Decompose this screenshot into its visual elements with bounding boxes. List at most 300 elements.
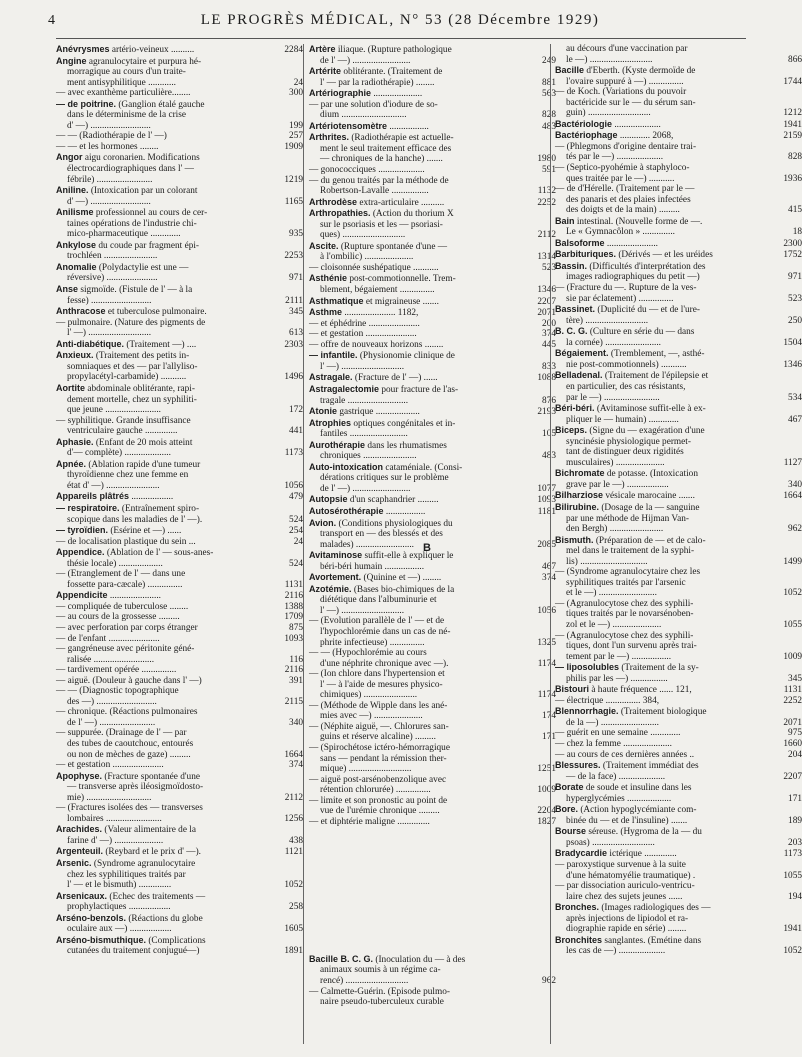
entry-headword: Aphasie. bbox=[56, 436, 94, 447]
entry-headword: Astragale. bbox=[309, 372, 353, 383]
index-entry bbox=[555, 195, 802, 206]
entry-text: psoas) ........................... bbox=[566, 837, 655, 848]
entry-text: d'une hématomyélie traumatique) . bbox=[566, 870, 696, 881]
index-entry bbox=[56, 306, 303, 318]
index-entry bbox=[309, 484, 556, 495]
index-entry bbox=[555, 348, 802, 360]
page-reference: 374 bbox=[542, 573, 556, 584]
entry-text: (Réactions du globe bbox=[126, 913, 203, 924]
entry-text: — de localisation plastique du sein ... bbox=[56, 536, 196, 547]
entry-headword: Appendicite bbox=[56, 590, 108, 601]
page-reference: 1941 bbox=[783, 119, 802, 130]
entry-text: (Signe du — exagération d'une bbox=[587, 426, 705, 437]
page-reference: 524 bbox=[289, 514, 303, 525]
index-entry bbox=[555, 620, 802, 631]
index-entry bbox=[56, 328, 303, 339]
page-reference: 1709 bbox=[284, 612, 303, 623]
index-entry bbox=[309, 743, 556, 754]
journal-title: LE PROGRÈS MÉDICAL, N° 53 (28 Décembre 1929) bbox=[200, 12, 600, 28]
index-entry bbox=[555, 871, 802, 882]
entry-text: d'une néphrite chronique avec —). bbox=[320, 658, 449, 669]
page-reference: 2252 bbox=[537, 197, 556, 208]
entry-text: sie par éclatement) ............... bbox=[566, 293, 674, 304]
index-entry bbox=[56, 580, 303, 591]
index-entry bbox=[555, 684, 802, 696]
entry-headword: Avitaminose bbox=[309, 550, 363, 561]
index-entry bbox=[555, 44, 802, 55]
page-reference: 1256 bbox=[284, 813, 303, 824]
index-entry bbox=[56, 569, 303, 580]
entry-text: ment antisyphilitique ............ bbox=[67, 77, 176, 88]
index-entry bbox=[555, 502, 802, 514]
index-entry bbox=[56, 142, 303, 153]
index-entry bbox=[555, 557, 802, 568]
entry-text: pour fracture de l'as- bbox=[379, 384, 459, 395]
page-reference: 1127 bbox=[783, 457, 802, 468]
entry-text: de la —) ......................... bbox=[566, 717, 659, 728]
page-reference: 24 bbox=[293, 536, 303, 547]
entry-headword: Arthrodèse bbox=[309, 196, 358, 207]
index-entry bbox=[56, 612, 303, 623]
entry-headword: Arsenicaux. bbox=[56, 890, 108, 901]
index-entry bbox=[309, 319, 556, 330]
page-header bbox=[0, 10, 800, 34]
page-number: 4 bbox=[48, 13, 55, 28]
entry-headword: Bronches. bbox=[555, 902, 600, 913]
page-reference: 483 bbox=[542, 121, 556, 132]
entry-text: — (Méthode de Wipple dans les ané- bbox=[309, 700, 448, 711]
entry-text: extra-articulaire .......... bbox=[357, 197, 445, 208]
index-entry bbox=[56, 251, 303, 262]
entry-text: thyroïdienne chez une femme en bbox=[67, 470, 189, 481]
index-entry bbox=[309, 562, 556, 573]
index-entry bbox=[309, 110, 556, 121]
index-entry bbox=[309, 197, 556, 209]
index-entry bbox=[56, 491, 303, 503]
entry-text: den Bergh) ....................... bbox=[566, 524, 664, 535]
index-entry bbox=[309, 220, 556, 231]
entry-headword: Bactériologie bbox=[555, 118, 613, 129]
entry-text: ............. 2068, bbox=[617, 131, 674, 142]
page-reference: 1752 bbox=[783, 250, 802, 261]
entry-headword: Bilharziose bbox=[555, 490, 604, 501]
entry-text: ques traitée par le —) ........... bbox=[566, 173, 675, 184]
entry-text: morragique au cours d'un traite- bbox=[67, 67, 186, 78]
entry-text: au décours d'une vaccination par bbox=[566, 44, 688, 54]
index-entry bbox=[56, 262, 303, 274]
index-entry bbox=[555, 360, 802, 371]
entry-text: bactéricide sur le — du sérum san- bbox=[566, 97, 696, 108]
entry-text: — paroxystique survenue à la suite bbox=[555, 860, 686, 871]
index-entry bbox=[309, 451, 556, 462]
entry-text: — (Néphite aiguë, —. Chlorures san- bbox=[309, 721, 449, 732]
page-reference: 523 bbox=[788, 293, 802, 304]
entry-text: par une méthode de Hijman Van- bbox=[566, 513, 689, 524]
index-entry bbox=[555, 609, 802, 620]
index-entry bbox=[309, 176, 556, 187]
entry-text: (Difficultés d'interprétation des bbox=[587, 261, 706, 272]
index-entry bbox=[56, 296, 303, 307]
page-reference: 2116 bbox=[284, 665, 303, 676]
index-entry bbox=[309, 648, 556, 659]
entry-text: suffit-elle à expliquer le bbox=[362, 551, 454, 562]
entry-text: réversive) ...................... bbox=[67, 273, 158, 284]
entry-text: thésie locale) ................... bbox=[67, 558, 163, 569]
entry-text: (Intoxication par un colorant bbox=[88, 186, 198, 197]
entry-text: de potasse. (Intoxication bbox=[604, 469, 698, 480]
index-entry bbox=[309, 100, 556, 111]
index-entry bbox=[309, 329, 556, 340]
index-entry bbox=[555, 87, 802, 98]
entry-headword: Asthme bbox=[309, 307, 343, 318]
index-entry bbox=[56, 503, 303, 515]
page-reference: 1664 bbox=[284, 749, 303, 760]
index-entry bbox=[56, 644, 303, 655]
entry-text: ques) ........................... bbox=[320, 230, 406, 241]
index-entry bbox=[555, 914, 802, 925]
page-reference: 2116 bbox=[284, 591, 303, 602]
index-entry bbox=[555, 382, 802, 393]
index-entry bbox=[555, 848, 802, 860]
index-entry bbox=[309, 901, 556, 912]
index-entry bbox=[56, 240, 303, 252]
index-entry bbox=[309, 518, 556, 530]
entry-text: d' —) .......................... bbox=[67, 196, 151, 207]
entry-text: guins et réserve alcaline) ......... bbox=[320, 732, 436, 743]
entry-text: somniaques et des — par l'allyliso- bbox=[67, 361, 198, 372]
entry-text: (Valeur alimentaire de la bbox=[102, 825, 196, 836]
page-reference: 105 bbox=[542, 429, 556, 440]
page-reference: 171 bbox=[788, 793, 802, 804]
index-entry bbox=[309, 987, 556, 998]
entry-text: ou non de mèches de gaze) ......... bbox=[67, 749, 191, 760]
index-entry bbox=[309, 711, 556, 722]
entry-text: (Préparation de — et de calo- bbox=[593, 535, 706, 546]
entry-headword: Bassin. bbox=[555, 260, 588, 271]
index-entry bbox=[555, 480, 802, 491]
entry-text: (Radiothérapie est actuelle- bbox=[349, 133, 454, 144]
index-entry bbox=[555, 294, 802, 305]
index-entry bbox=[56, 771, 303, 783]
index-entry bbox=[309, 954, 556, 966]
entry-text: (Reybard et le prix d' —). bbox=[103, 847, 201, 858]
entry-text: lombaires ........................ bbox=[67, 813, 162, 824]
index-entry bbox=[56, 634, 303, 645]
entry-text: animaux soumis à un régime ca- bbox=[320, 965, 441, 976]
index-entry bbox=[309, 827, 556, 838]
entry-text: — (Spirochétose ictéro-hémorragique bbox=[309, 743, 450, 753]
entry-text: l' —) ........................... bbox=[320, 361, 405, 372]
index-entry bbox=[56, 739, 303, 750]
entry-text: artério-veineux .......... bbox=[109, 45, 195, 55]
index-entry bbox=[56, 525, 303, 537]
index-entry bbox=[555, 794, 802, 805]
entry-text: diographie rapide en série) ........ bbox=[566, 924, 687, 935]
index-entry bbox=[56, 665, 303, 676]
index-entry bbox=[56, 426, 303, 437]
index-entry bbox=[309, 66, 556, 78]
entry-headword: Appareils plâtrés bbox=[56, 491, 130, 502]
entry-text: (Traitement —) .... bbox=[124, 339, 197, 350]
index-entry bbox=[309, 627, 556, 638]
index-entry bbox=[56, 935, 303, 947]
index-entry bbox=[555, 588, 802, 599]
page-reference: 1941 bbox=[783, 924, 802, 935]
index-entry bbox=[56, 655, 303, 666]
index-entry bbox=[56, 318, 303, 329]
entry-text: — au cours de ces dernières années .. bbox=[555, 749, 695, 760]
entry-text: (Rupture spontanée d'une — bbox=[338, 241, 448, 252]
index-entry bbox=[309, 350, 556, 362]
page-reference: 1093 bbox=[537, 495, 556, 506]
entry-text: — — (Radiothérapie de l' —) bbox=[56, 131, 167, 142]
page-reference: 523 bbox=[542, 262, 556, 273]
entry-text: les cas de —) .................... bbox=[566, 946, 666, 957]
index-entry bbox=[555, 946, 802, 957]
entry-text: rétention chlorurée) ............... bbox=[320, 785, 431, 796]
entry-text: l' —) ........................... bbox=[320, 605, 405, 616]
index-entry bbox=[555, 249, 802, 261]
entry-headword: Bourse bbox=[555, 826, 587, 837]
page-reference: 1660 bbox=[783, 739, 802, 749]
entry-text: (Fracture de l' —) ...... bbox=[352, 373, 438, 384]
index-entry bbox=[56, 67, 303, 78]
section-letter: B bbox=[423, 542, 431, 554]
entry-text: abdominale oblitérante, rapi- bbox=[85, 383, 195, 394]
entry-text: — électrique ............... 384, bbox=[555, 695, 660, 706]
entry-text: .................. bbox=[129, 492, 174, 503]
entry-text: état d' —) ....................... bbox=[67, 480, 160, 491]
index-entry bbox=[56, 750, 303, 761]
entry-headword: — respiratoire. bbox=[56, 502, 120, 513]
index-entry bbox=[56, 121, 303, 132]
entry-headword: Bassinet. bbox=[555, 304, 596, 315]
entry-text: à l'ombilic) ..................... bbox=[320, 252, 414, 263]
index-entry bbox=[56, 946, 303, 957]
page-reference: 2112 bbox=[284, 792, 303, 803]
page-reference: 1496 bbox=[284, 372, 303, 383]
entry-text: musculaires) ..................... bbox=[566, 457, 665, 468]
index-entry bbox=[309, 429, 556, 440]
entry-text: (Conditions physiologiques du bbox=[336, 518, 453, 529]
index-entry bbox=[555, 760, 802, 772]
page-reference: 345 bbox=[289, 307, 303, 318]
index-entry bbox=[309, 669, 556, 680]
index-entry bbox=[309, 690, 556, 701]
page-reference: 875 bbox=[289, 622, 303, 633]
entry-text: diététique dans l'albuminurie et bbox=[320, 595, 437, 606]
index-entry bbox=[309, 154, 556, 165]
entry-text: — et diphtérie maligne .............. bbox=[309, 816, 430, 827]
index-entry bbox=[555, 163, 802, 174]
page-reference: 467 bbox=[542, 561, 556, 572]
entry-text: (Polydactylie est une — bbox=[96, 262, 189, 273]
entry-headword: Belladenal. bbox=[555, 370, 603, 381]
index-entry bbox=[555, 393, 802, 404]
page-reference: 975 bbox=[788, 728, 802, 739]
index-entry bbox=[56, 131, 303, 142]
entry-headword: Bismuth. bbox=[555, 534, 594, 545]
index-entry bbox=[56, 824, 303, 836]
entry-headword: — liposolubles bbox=[555, 662, 620, 673]
column-divider bbox=[303, 44, 304, 1044]
entry-text: tant de distinguer deux rigidités bbox=[566, 447, 684, 458]
index-entry bbox=[309, 165, 556, 176]
entry-text: — au cours de la grossesse ......... bbox=[56, 612, 180, 623]
entry-text: ...................... bbox=[604, 238, 658, 249]
entry-text: rencé) ........................... bbox=[320, 976, 409, 987]
index-entry bbox=[309, 44, 556, 56]
entry-headword: Artériographie bbox=[309, 88, 372, 99]
index-entry bbox=[56, 846, 303, 858]
index-entry bbox=[555, 935, 802, 947]
index-entry bbox=[555, 65, 802, 77]
page-reference: 1891 bbox=[284, 946, 303, 957]
index-entry bbox=[56, 152, 303, 164]
page-reference: 258 bbox=[289, 902, 303, 913]
index-entry bbox=[56, 56, 303, 68]
index-entry bbox=[309, 997, 556, 1008]
entry-text: images radiographiques du petit —) bbox=[566, 272, 700, 283]
index-entry bbox=[555, 826, 802, 838]
entry-text: — — (Diagnostic topographique bbox=[56, 686, 179, 697]
page-reference: 18 bbox=[792, 227, 802, 238]
page-reference: 1219 bbox=[284, 174, 303, 185]
index-entry bbox=[555, 578, 802, 589]
entry-text: lis) ............................. bbox=[566, 556, 648, 567]
index-entry bbox=[309, 572, 556, 584]
index-entry bbox=[56, 515, 303, 526]
index-entry bbox=[309, 891, 556, 902]
entry-text: malades) ......................... bbox=[320, 539, 414, 550]
entry-text: (Quinine et —) ........ bbox=[361, 573, 442, 584]
entry-headword: Bistouri bbox=[555, 684, 590, 695]
entry-text: — (Syndrome agranulocytaire chez les bbox=[555, 567, 701, 578]
index-entry bbox=[56, 814, 303, 825]
entry-text: — chroniques de la hanche) ....... bbox=[320, 154, 443, 165]
page-reference: 1251 bbox=[537, 764, 556, 775]
page-reference: 391 bbox=[289, 675, 303, 686]
entry-text: post-commotionnelle. Trem- bbox=[347, 274, 456, 285]
entry-headword: Angor bbox=[56, 152, 83, 163]
entry-text: transport en — des blessés et des bbox=[320, 529, 443, 540]
index-entry bbox=[56, 803, 303, 814]
entry-headword: Ankylose bbox=[56, 239, 97, 250]
index-entry bbox=[309, 372, 556, 384]
entry-text: (Traitement de l'épilepsie et bbox=[602, 371, 709, 382]
entry-headword: Asthmatique bbox=[309, 295, 364, 306]
page-reference: 524 bbox=[289, 558, 303, 569]
entry-text: vue de l'urémie chronique ......... bbox=[320, 806, 440, 817]
index-entry bbox=[555, 674, 802, 685]
page-reference: 1664 bbox=[783, 491, 802, 502]
entry-headword: Artérite bbox=[309, 66, 342, 77]
entry-text: — avec exanthème particulière........ bbox=[56, 88, 191, 99]
page-reference: 534 bbox=[788, 392, 802, 403]
page-reference: 194 bbox=[788, 891, 802, 902]
entry-headword: Azotémie. bbox=[309, 583, 352, 594]
entry-text: dium ............................ bbox=[320, 110, 407, 121]
entry-text: béri-béri humain ................. bbox=[320, 561, 425, 572]
page-reference: 2193 bbox=[537, 407, 556, 418]
index-entry bbox=[309, 56, 556, 67]
entry-text: Robertson-Lavalle ................ bbox=[320, 186, 429, 197]
entry-text: l' — par la radiothérapie) ........ bbox=[320, 77, 435, 88]
index-entry bbox=[56, 760, 303, 771]
entry-text: fesse) .......................... bbox=[67, 295, 152, 306]
entry-text: tiques, dont l'un survenu après trai- bbox=[566, 641, 697, 652]
page-reference: 2071 bbox=[783, 717, 802, 728]
page-reference: 1009 bbox=[783, 651, 802, 662]
entry-text: l'ovaire suppuré à —) ............... bbox=[566, 76, 684, 87]
index-entry bbox=[555, 662, 802, 674]
page-reference: 1388 bbox=[284, 601, 303, 612]
entry-text: tiques traités par le novarsénoben- bbox=[566, 609, 694, 620]
entry-text: (Syndrome agranulocytaire bbox=[91, 859, 196, 870]
index-entry bbox=[309, 418, 556, 430]
page-reference: 563 bbox=[542, 89, 556, 100]
index-entry bbox=[56, 99, 303, 111]
index-entry bbox=[309, 462, 556, 474]
entry-text: d'— complète) .................... bbox=[67, 448, 171, 459]
entry-text: (Avitaminose suffit-elle à ex- bbox=[594, 404, 706, 415]
entry-text: — pulmonaire. (Nature des pigments de bbox=[56, 317, 206, 328]
entry-text: tère) ........................... bbox=[566, 315, 649, 326]
entry-headword: Borate bbox=[555, 782, 584, 793]
entry-text: — compliquée de tuberculose ........ bbox=[56, 601, 189, 612]
entry-text: — et gestation ...................... bbox=[56, 760, 164, 771]
entry-text: sans — pendant la rémission ther- bbox=[320, 753, 447, 764]
page-reference: 2085 bbox=[537, 539, 556, 550]
page-reference: 467 bbox=[788, 414, 802, 425]
entry-text: — aiguë post-arsénobenzolique avec bbox=[309, 774, 447, 785]
index-entry bbox=[555, 631, 802, 642]
index-entry bbox=[309, 241, 556, 253]
index-entry bbox=[309, 732, 556, 743]
entry-text: phrite infectieuse) ............... bbox=[320, 637, 425, 648]
entry-headword: Bégaiement. bbox=[555, 348, 609, 359]
entry-text: (Dérivés — et les uréides bbox=[616, 250, 713, 261]
entry-headword: Arséno-bismuthique. bbox=[56, 934, 147, 945]
entry-text: ..................... bbox=[371, 89, 423, 100]
entry-text: — gangréneuse avec péritonite géné- bbox=[56, 644, 195, 655]
index-entry bbox=[309, 754, 556, 765]
index-entry bbox=[555, 514, 802, 525]
index-entry bbox=[555, 338, 802, 349]
index-entry bbox=[555, 924, 802, 935]
entry-headword: — de poitrine. bbox=[56, 98, 117, 109]
index-entry bbox=[56, 902, 303, 913]
page-reference: 1605 bbox=[284, 924, 303, 935]
entry-text: — — (Hypochlorémie au cours bbox=[309, 648, 427, 659]
page-reference: 116 bbox=[289, 654, 303, 665]
index-entry bbox=[56, 547, 303, 559]
entry-headword: Asthénie bbox=[309, 273, 348, 284]
entry-text: l' — à l'aide de mesures physico- bbox=[320, 679, 443, 690]
entry-text: (Dosage de la — sanguine bbox=[599, 502, 700, 513]
entry-headword: Anti-diabétique. bbox=[56, 338, 124, 349]
page-reference: 2071 bbox=[537, 308, 556, 319]
entry-text: mies avec —) ..................... bbox=[320, 711, 423, 722]
entry-headword: B. C. G. bbox=[555, 326, 588, 337]
page-reference: 1093 bbox=[284, 633, 303, 644]
entry-text: ...................... bbox=[107, 591, 161, 602]
entry-text: et le —) ......................... bbox=[566, 588, 657, 599]
entry-headword: Anse bbox=[56, 284, 79, 295]
entry-text: (Entraînement spiro- bbox=[119, 503, 200, 514]
entry-text: propylacétyl-carbamide) ........... bbox=[67, 372, 187, 383]
entry-headword: Arsenic. bbox=[56, 858, 92, 869]
